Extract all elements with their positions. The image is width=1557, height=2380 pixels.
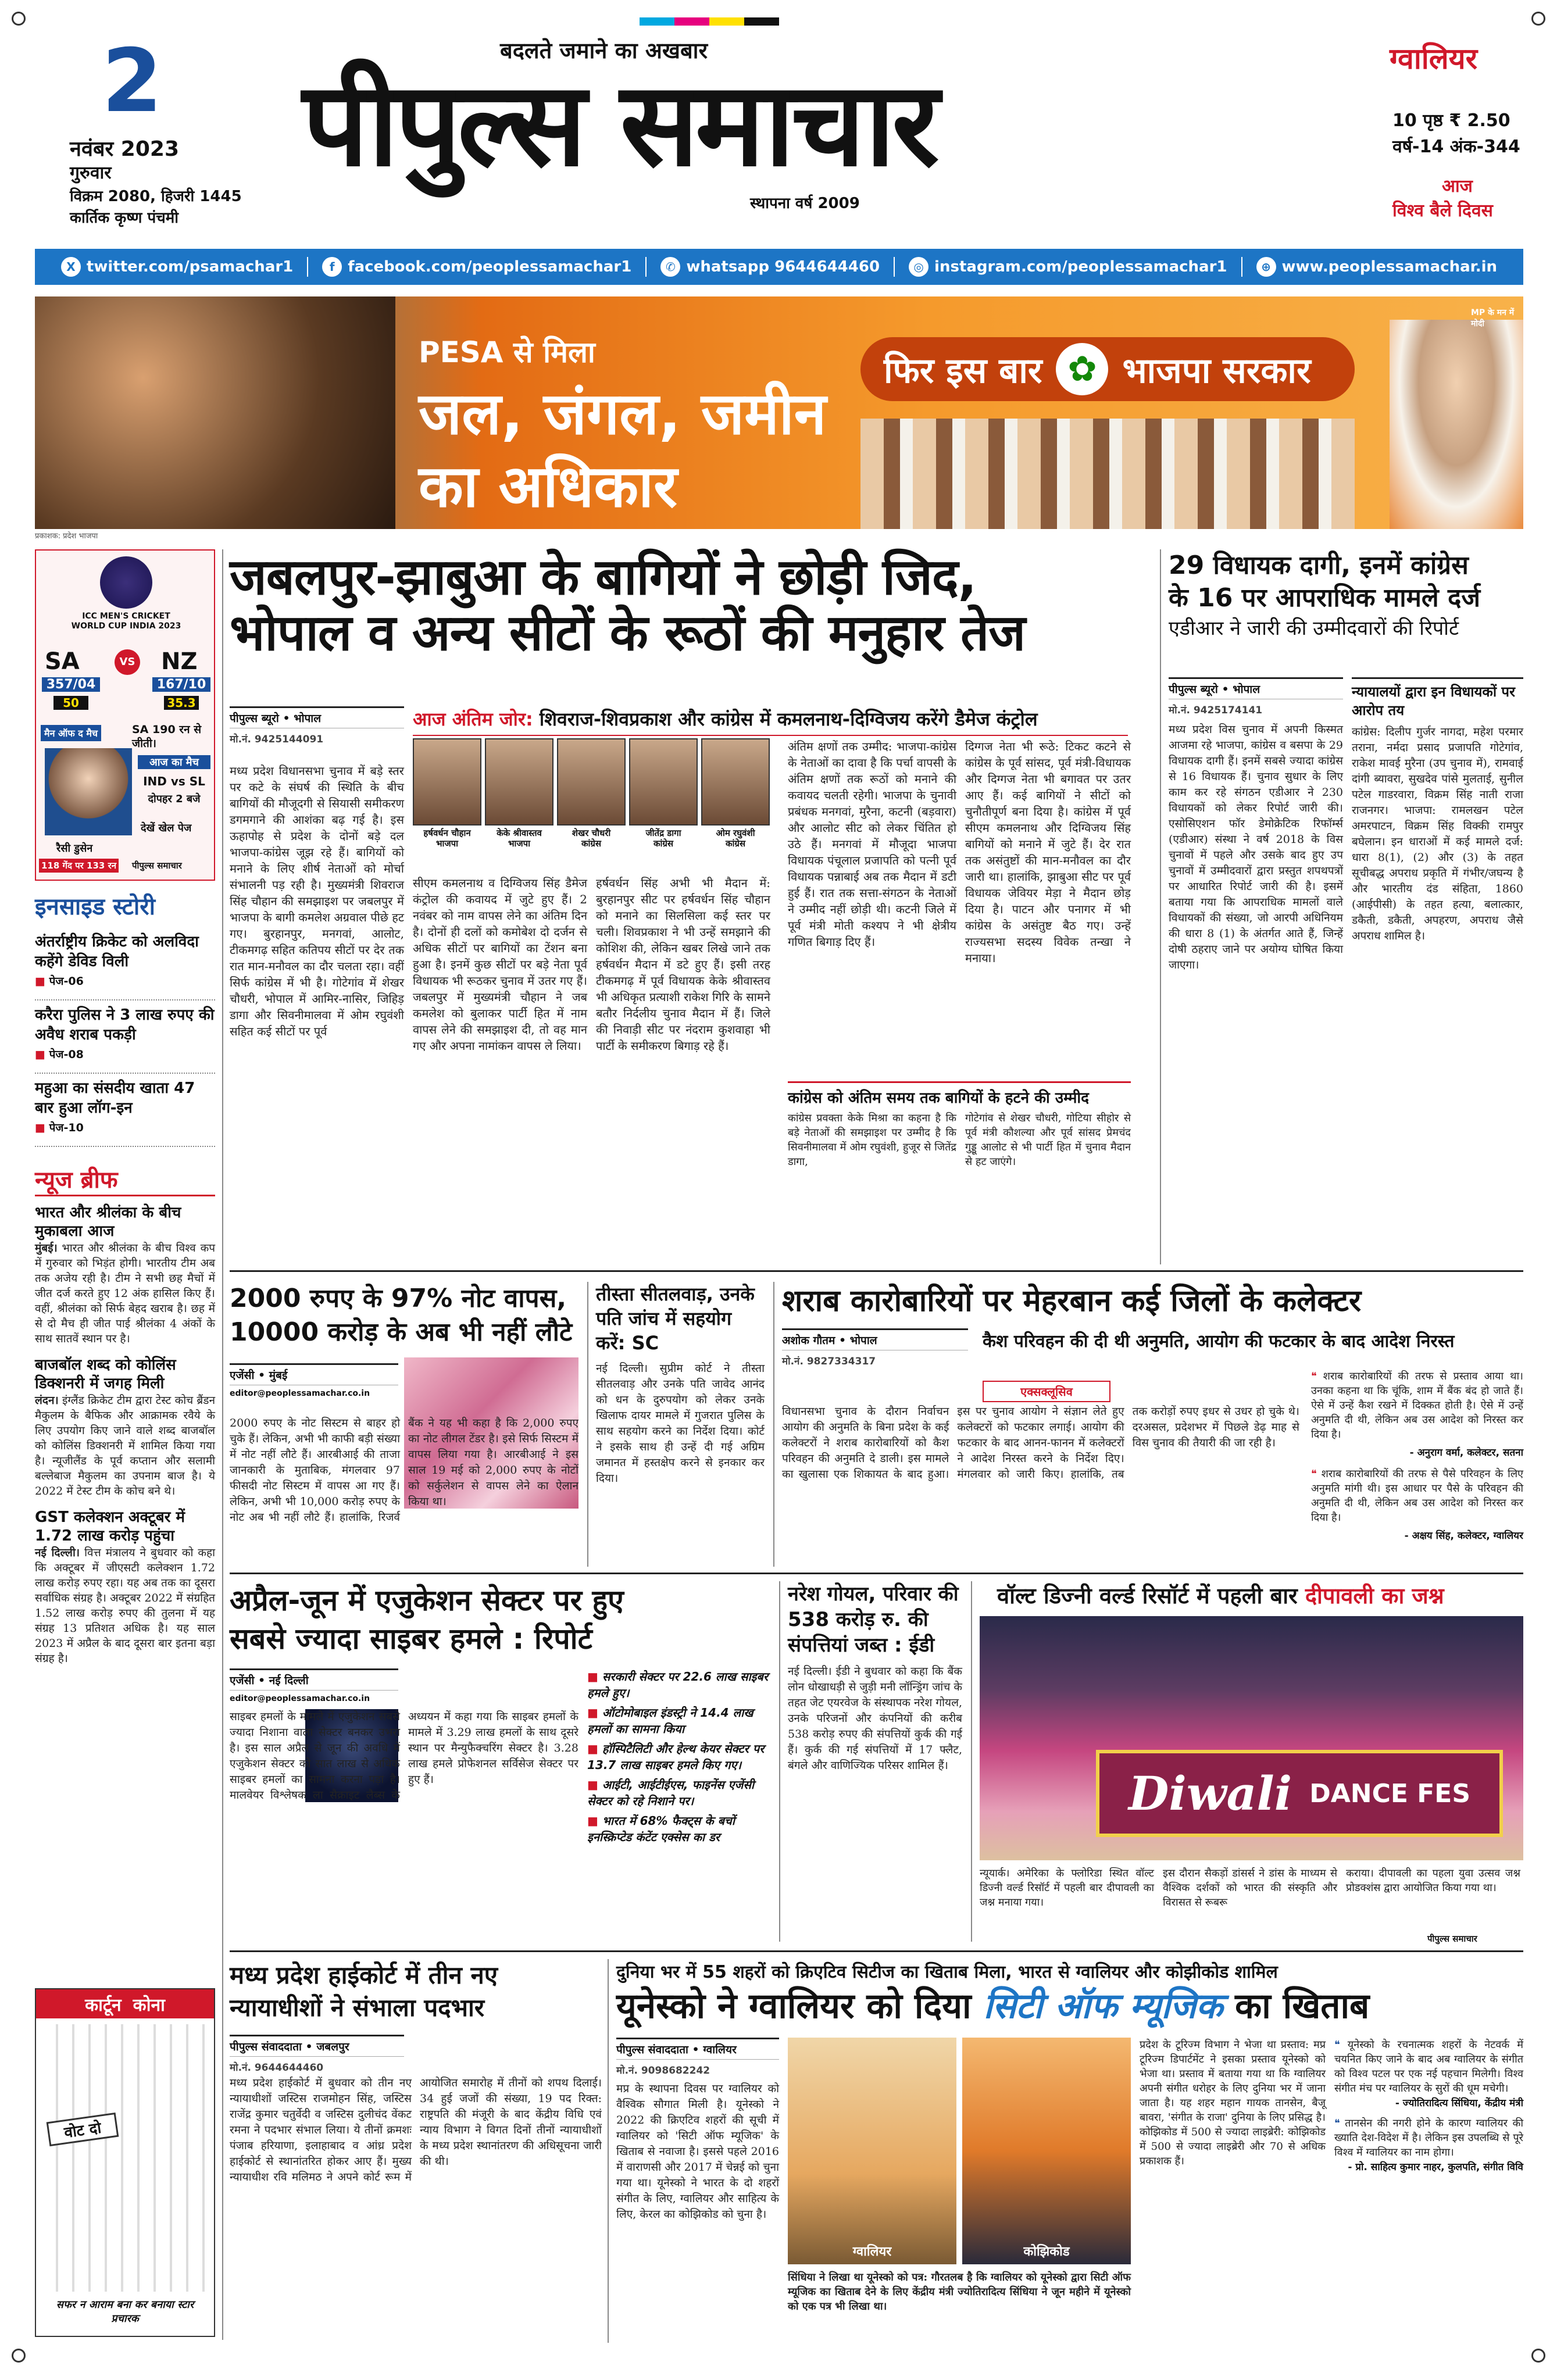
column-rule <box>971 1581 972 1942</box>
pages-price: 10 पृष्ठ ₹ 2.50 <box>1392 110 1510 131</box>
tagline: बदलते जमाने का अखबार <box>500 38 708 63</box>
hc-mobile: मो.नं. 9644644460 <box>230 2062 324 2074</box>
leader-card: जीतेंद्र डागा कांग्रेस <box>629 738 698 849</box>
diwali-caption2: इस दौरान सैकड़ों डांसर्स ने डांस के माध्यम से वैश्विक दर्शकों को भारत की संस्कृति और विरासत से रूबरू <box>1163 1867 1337 1909</box>
today-match: IND vs SL <box>143 774 205 788</box>
tithi: कार्तिक कृष्ण पंचमी <box>70 209 179 227</box>
inside-item[interactable]: महुआ का संसदीय खाता 47 बार हुआ लॉग-इन ■ पेज-10 <box>35 1074 215 1147</box>
twitter-link[interactable]: X twitter.com/psamachar1 <box>47 257 308 277</box>
goyal-headline: नरेश गोयल, परिवार की 538 करोड़ रु. की संपत्तियां जब्त : ईडी <box>788 1582 959 1657</box>
ad-party: भाजपा सरकार <box>1122 351 1311 391</box>
unesco-quote2: ❝ तानसेन की नगरी होने के कारण ग्वालियर की ख्याति देश-विदेश में है। लेकिन इस उपलब्धि से पूरे विश्व में ग्वालियर का नाम होगा। <box>1334 2117 1523 2159</box>
unesco-quote1: ❝ यूनेस्को के रचनात्मक शहरों के नेटवर्क में चयनित किए जाने के बाद अब ग्वालियर के संगीत को विश्व पटल पर एक नई पहचान मिलेगी। विश्व संगीत मंच पर ग्वालियर के सुरों की धूम मचेगी। <box>1334 2039 1523 2095</box>
liquor-body: विधानसभा चुनाव के दौरान निर्वाचन आयोग की अनुमति के बिना प्रदेश के कई कलेक्टरों ने शराब कारोबारियों को कैश परिवहन की अनुमति दे डाली। इस मामले का खुलासा एक शिकायत के बाद हुआ। इस पर चुनाव आयोग ने संज्ञान लेते हुए कलेक्टरों को फटकार लगाई। आयोग की फटकार के बाद आनन-फानन में कलेक्टरों ने आदेश निरस्त करने के निर्देश दिए। मंगलवार को जारी किए। हालांकि, तब तक करोड़ों रुपए इधर से उधर हो चुके थे। दरअसल, प्रदेशभर में पिछले डेढ़ माह से विस चुनाव की तैयारी की जा रही है। <box>782 1405 1299 1481</box>
lead-col5: दिग्गज नेता भी रूठे: टिकट कटने से कांग्रेस के पूर्व सांसद, पूर्व मंत्री-विधायक और दिग्गज नेता भी बगावत पर उतर आए हैं। कई बागियों ने सीटों को चुनौतीपूर्ण बना दिया है। कांग्रेस में पूर्व सीएम कमलनाथ और दिग्विजय सिंह बागियों को मनाने में जुटे हैं। देर रात तक असंतुष्टों की मान-मनौवल का दौर जारी था। हालांकि, झाबुआ सीट पर पूर्व विधायक जेवियर मेड़ा ने मैदान छोड़ दिया है। पाटन और पनागर में भी कांग्रेस के असंतुष्ट बैठ गए। उन्हें राज्यसभा सदस्य विवेक तन्खा ने मनाया। <box>965 739 1131 965</box>
cyber-headline2: सबसे ज्यादा साइबर हमले : रिपोर्ट <box>230 1622 592 1656</box>
exclusive-tag: एक्सक्लूसिव <box>983 1381 1110 1402</box>
leader-photo <box>413 738 481 826</box>
cyber-story <box>230 1581 773 1947</box>
cyber-point: ■ हॉस्पिटैलिटी और हेल्थ केयर सेक्टर पर 13.7 लाख साइबर हमले किए गए। <box>587 1741 773 1773</box>
liquor-quote2-by: - अक्षय सिंह, कलेक्टर, ग्वालियर <box>1404 1530 1523 1542</box>
samvat: विक्रम 2080, हिजरी 1445 <box>70 188 242 205</box>
inside-title: इनसाइड स्टोरी <box>35 894 156 920</box>
ad-slogan: फिर इस बार <box>884 351 1042 391</box>
color-bar <box>640 17 674 26</box>
diwali-headline: वॉल्ट डिज्नी वर्ल्ड रिसॉर्ट में पहली बार दीपावली का जश्न <box>997 1583 1444 1609</box>
registration-mark <box>12 2349 26 2363</box>
today-label: आज <box>1442 176 1473 196</box>
registration-mark <box>12 12 26 26</box>
liquor-mobile: मो.नं. 9827334317 <box>782 1356 876 1367</box>
cyber-point: ■ आईटी, आईटीईएस, फाइनेंस एजेंसी सेक्टर को रहे निशाने पर। <box>587 1777 773 1809</box>
liquor-story <box>782 1282 1523 1567</box>
founded: स्थापना वर्ष 2009 <box>750 195 860 212</box>
cricket-box <box>35 549 215 881</box>
notes-story <box>230 1282 578 1573</box>
gwalior-label: ग्वालियर <box>852 2245 892 2259</box>
leader-photos <box>413 738 785 849</box>
adr-sub: एडीआर ने जारी की उम्मीदवारों की रिपोर्ट <box>1169 617 1459 640</box>
cyber-headline1: अप्रैल-जून में एजुकेशन सेक्टर पर हुए <box>230 1584 624 1617</box>
cricket-event: ICC MEN'S CRICKET WORLD CUP INDIA 2023 <box>71 612 181 631</box>
registration-mark <box>1531 2349 1545 2363</box>
leaders-photo-row <box>860 419 1355 529</box>
lead-headline2: भोपाल व अन्य सीटों के रूठों की मनुहार तेज <box>230 604 1026 663</box>
leader-card: शेखर चौधरी कांग्रेस <box>557 738 626 849</box>
unesco-caption: सिंधिया ने लिखा था यूनेस्को को पत्र: गौरतलब है कि ग्वालियर को यूनेस्को द्वारा सिटी ऑफ म्यूजिक का खिताब देने के लिए केंद्रीय मंत्री ज्योतिरादित्य सिंधिया ने जून महीने में यूनेस्को को एक पत्र भी लिखा था। <box>788 2271 1131 2313</box>
liquor-headline: शराब कारोबारियों पर मेहरबान कई जिलों के कलेक्टर <box>782 1284 1362 1318</box>
congress-box-col2: गोटेगांव से शेखर चौधरी, गोटिया सीहोर से पूर्व मंत्री कौशल्या और पूर्व सांसद प्रेमचंद गुड्डू आलोट से भी पार्टी हित में चुनाव मैदान से हट जाएंगे। <box>965 1112 1131 1168</box>
social-bar <box>35 249 1523 285</box>
cartoon-caption: सफर न आराम बना कर बनाया स्टार प्रचारक <box>56 2299 194 2325</box>
vs-badge: VS <box>115 649 140 675</box>
color-bar <box>709 17 744 26</box>
hc-headline2: न्यायाधीशों ने संभाला पदभार <box>230 1993 485 2022</box>
adr-side-body: कांग्रेस: दिलीप गुर्जर नागदा, महेश परमार तराना, नर्मदा प्रसाद प्रजापति गोटेगांव, राकेश मावई मुरैना (उप चुनाव में), रामवाई दांगी ब्यावरा, सुखदेव पांसे मुलताई, सुनील पटेल गाडरवारा, विक्रम सिंह नाती राजा राजनगर। भाजपा: रामलखन पटेल अमरपाटन, विक्रम सिंह विक्की रामपुर बघेलान। इन धाराओं में कई मामले दर्ज: धारा 8(1), (2) और (3) के तहत सूचीबद्ध अपराध प्रकृति में गंभीर/जघन्य है और भारतीय दंड संहिता, 1860 (आईपीसी) के तहत हत्या, बलात्कार, डकैती, डकैती, अपहरण, अपराध जैसे अपराध शामिल है। <box>1352 726 1523 942</box>
adr-side-title: न्यायालयों द्वारा इन विधायकों पर आरोप तय <box>1352 677 1523 720</box>
hc-story <box>230 1959 602 2343</box>
brief-headline: भारत और श्रीलंका के बीच मुकाबला आज <box>35 1204 181 1240</box>
player-photo <box>45 748 132 835</box>
facebook-link[interactable]: f facebook.com/peoplessamachar1 <box>308 257 647 277</box>
inside-item[interactable]: करैरा पुलिस ने 3 लाख रुपए की अवैध शराब पकड़ी ■ पेज-08 <box>35 1000 215 1074</box>
inside-story <box>35 889 215 1147</box>
notes-headline1: 2000 रुपए के 97% नोट वापस, <box>230 1284 567 1313</box>
unesco-byline: पीपुल्स संवाददाता • ग्वालियर <box>616 2038 779 2060</box>
leader-photo <box>557 738 626 826</box>
facebook-icon: f <box>322 257 342 277</box>
cartoon-drawing <box>42 2024 208 2292</box>
gwalior-photo <box>788 2038 956 2264</box>
brief-body: मुंबई। भारत और श्रीलंका के बीच विश्व कप में गुरुवार को भिड़ंत होगी। भारतीय टीम अब तक अजेय रही है। टीम ने सभी छह मैचों में जीत दर्ज करते हुए 12 अंक हासिल किए हैं। वहीं, श्रीलंका को सिर्फ बेहद खराब है। छह में से दो मैच ही जीत पाई श्रीलंका 4 अंकों के साथ सातवें स्थान पर है। <box>35 1242 215 1345</box>
unesco-col: प्रदेश के टूरिज्म विभाग ने भेजा था प्रस्ताव: मप्र टूरिज्म डिपार्टमेंट ने इसका प्रस्ताव यूनेस्को को भेजा था। प्रस्ताव में बताया गया था कि ग्वालियर अपनी संगीत धरोहर के लिए दुनिया भर में जाना जाता है। यह शहर महान गायक तानसेन, बैजू बावरा, 'संगीत के राजा' दुनिया के लिए प्रसिद्ध है। कोझिकोड में 500 से ज्यादा लाइब्रेरी: कोझिकोड में 500 से ज्यादा लाइब्रेरी और 70 से अधिक प्रकाशक हैं। <box>1140 2039 1326 2167</box>
leader-photo <box>629 738 698 826</box>
leader-photo <box>485 738 553 826</box>
cyber-email: editor@peoplessamachar.co.in <box>230 1694 370 1703</box>
congress-box <box>788 1081 1131 1169</box>
column-rule <box>608 1959 609 2343</box>
score1: 357/04 <box>42 677 100 692</box>
brief-item <box>35 1356 215 1499</box>
adr-headline2: के 16 पर आपराधिक मामले दर्ज <box>1169 583 1481 613</box>
cyber-byline: एजेंसी • नई दिल्ली <box>230 1668 398 1691</box>
date-day: 2 <box>102 31 163 132</box>
unesco-quotes <box>1334 2038 1523 2173</box>
ad-line2: जल, जंगल, जमीन <box>419 380 827 448</box>
section-rule <box>230 1950 1523 1952</box>
brief-item <box>35 1508 215 1666</box>
kozhikode-photo <box>962 2038 1131 2264</box>
liquor-quotes <box>1311 1369 1523 1542</box>
brief-headline: GST कलेक्शन अक्टूबर में 1.72 लाख करोड़ पहुंचा <box>35 1509 185 1545</box>
match-time: दोपहर 2 बजे <box>148 793 201 805</box>
unesco-headline: यूनेस्को ने ग्वालियर को दिया सिटी ऑफ म्यूजिक का खिताब <box>616 1986 1370 2027</box>
web-link[interactable]: ⊕ www.peoplessamachar.in <box>1242 257 1512 277</box>
brief-title: न्यूज ब्रीफ <box>35 1163 215 1196</box>
lead-story <box>230 549 1137 1264</box>
ad-credit: प्रकाशक: प्रदेश भाजपा <box>35 532 98 541</box>
leader-card: ओम रघुवंशी कांग्रेस <box>701 738 770 849</box>
congress-box-col1: कांग्रेस प्रवक्ता केके मिश्रा का कहना है कि बड़े नेताओं की समझाइश पर उम्मीद है कि सिवनीमालवा में ओम रघुवंशी, हुजूर से जितेंद्र डागा, <box>788 1112 956 1168</box>
adr-headline1: 29 विधायक दागी, इनमें कांग्रेस <box>1169 551 1469 580</box>
newspaper-name: पीपुल्स समाचार <box>302 57 936 192</box>
liquor-byline: अशोक गौतम • भोपाल <box>782 1328 968 1350</box>
diwali-photo <box>980 1616 1523 1860</box>
cartoon-title: कार्टून <box>85 1995 122 2016</box>
teesta-headline: तीस्ता सीतलवाड़, उनके पति जांच में सहयोग करें: SC <box>596 1283 755 1354</box>
section-rule <box>230 1573 1523 1574</box>
unesco-mobile: मो.नं. 9098682242 <box>616 2065 710 2077</box>
column-rule <box>1160 549 1161 1264</box>
adr-body: मध्य प्रदेश विस चुनाव में अपनी किस्मत आजमा रहे भाजपा, कांग्रेस व बसपा के 29 विधायक दागी हैं। इनमें सबसे ज्यादा कांग्रेस से 16 विधायक हैं। चुनाव सुधार के लिए काम कर रहे संगठन एडीआर ने 230 विधायकों को लेकर रिपोर्ट जारी की। एसोसिएशन फॉर डेमोक्रेटिक रिफॉर्म्स (एडीआर) संस्था ने वर्ष 2018 के विस चुनावों में पहले और उसके बाद हुए उप चुनावों में उम्मीदवारों द्वारा प्रस्तुत शपथपत्रों पर आधारित रिपोर्ट जारी की है। इसमें बताया गया कि आपराधिक मामलों वाले विधायकों की संख्या, जो आरपी अधिनियम की धारा 8 (1) के अंतर्गत आते हैं, जिन्हें दोषी ठहराए जाने पर अयोग्य घोषित किया जाएगा। <box>1169 723 1343 971</box>
cyber-point: ■ भारत में 68% फैक्ट्स के बचों इनस्क्रिप्टेड कंटेंट एक्सेस का डर <box>587 1813 773 1845</box>
lead-col1: मध्य प्रदेश विधानसभा चुनाव में बड़े स्तर पर कटे के संघर्ष की स्थिति के बीच बागियों की मौजूदगी से सियासी समीकरण डगमगाने की आशंका बढ़ गई है। इस ऊहापोह से प्रदेश के दोनों बड़े दल भाजपा-कांग्रेस जूझ रहे हैं। बागियों को मनाने के लिए शीर्ष नेताओं को मोर्चा संभालनी पड़ रही है। मुख्यमंत्री शिवराज सिंह चौहान की समझाइश पर जबलपुर में भाजपा के बागी कमलेश अग्रवाल पीछे हट गए। बुरहानपुर, मनगवां, आलोट, टीकमगढ़ सहित कतिपय सीटों पर देर तक रात मान-मनौवल का दौर चलता रहा। वहीं सिर्फ कांग्रेस में भी है। गोटेगांव में शेखर चौधरी, भोपाल में आमिर-नासिर, जिहिड़ डागा और सिवनीमालवा में ओम रघुवंशी सहित कई सीटों पर पूर्व <box>230 764 404 1038</box>
news-brief <box>35 1163 215 1666</box>
player-stat: 118 गेंद पर 133 रन <box>39 859 119 873</box>
hc-byline: पीपुल्स संवाददाता • जबलपुर <box>230 2035 404 2057</box>
team1: SA <box>45 648 80 675</box>
unesco-kicker: दुनिया भर में 55 शहरों को क्रिएटिव सिटीज का खिताब मिला, भारत से ग्वालियर और कोझीकोड शामिल <box>616 1962 1278 1982</box>
cyber-point: ■ सरकारी सेक्टर पर 22.6 लाख साइबर हमले हुए। <box>587 1668 773 1701</box>
ad-slogan-box <box>860 337 1355 401</box>
column-rule <box>773 1282 774 1567</box>
color-bar <box>744 17 779 26</box>
adr-mobile: मो.नं. 9425174141 <box>1169 705 1263 716</box>
adr-story <box>1169 549 1523 1264</box>
mom-label: मैन ऑफ द मैच <box>41 725 101 741</box>
brief-item <box>35 1203 215 1346</box>
today-match-label: आज का मैच <box>138 755 210 769</box>
diwali-banner: Diwali DANCE FES <box>1096 1750 1503 1837</box>
tribal-women-photo <box>35 296 395 529</box>
section-rule <box>230 1270 1523 1272</box>
teesta-body: नई दिल्ली। सुप्रीम कोर्ट ने तीस्ता सीतलवाड़ और उनके पति जावेद आनंद को धन के दुरुपयोग को लेकर उनके खिलाफ दायर मामले में गुजरात पुलिस के साथ सहयोग करने का निर्देश दिया। कोर्ट ने इसके साथ ही उन्हें दी गई अग्रिम जमानत में हस्तक्षेप करने से इनकार कर दिया। <box>596 1362 765 1485</box>
whatsapp-icon: ✆ <box>660 257 680 277</box>
pm-photo <box>1390 320 1523 529</box>
cricket-source: पीपुल्स समाचार <box>132 860 182 871</box>
team2: NZ <box>161 648 198 675</box>
lead-subhead: आज अंतिम जोर: शिवराज-शिवप्रकाश और कांग्रेस में कमलनाथ-दिग्विजय करेंगे डैमेज कंट्रोल <box>413 706 1128 736</box>
worldcup-logo <box>100 556 152 609</box>
notes-body: 2000 रुपए के नोट सिस्टम से बाहर हो चुके हैं। लेकिन, अभी भी काफी बड़ी संख्या में नोट नहीं लौटे हैं। आरबीआई की ताजा जानकारी के मुताबिक, मंगलवार 97 फीसदी नोट सिस्टम में वापस आ गए हैं। लेकिन, अभी भी 10,000 करोड़ रुपए के नोट अब भी नहीं लौटे हैं। हालांकि, रिजर्व बैंक ने यह भी कहा है कि 2,000 रुपए का नोट लीगल टेंडर है। इसे सिर्फ सिस्टम में वापस लिया गया है। आरबीआई ने इस साल 19 मई को 2,000 रुपए के नोटों को सर्कुलेशन से वापस लेने का ऐलान किया था। <box>230 1417 578 1524</box>
instagram-icon: ◎ <box>909 257 929 277</box>
goyal-body: नई दिल्ली। ईडी ने बुधवार को कहा कि बैंक लोन धोखाधड़ी से जुड़ी मनी लॉन्ड्रिंग जांच के तहत जेट एयरवेज के संस्थापक नरेश गोयल, उनके परिजनों और कंपनियों की करीब 538 करोड़ रुपए की संपत्तियों कुर्क की गई हैं। कुर्क की गई संपत्तियों में 17 फ्लैट, बंगले और वाणिज्यिक परिसर शामिल हैं। <box>788 1665 962 1772</box>
column-rule <box>779 1581 780 1942</box>
diwali-caption1: न्यूयार्क। अमेरिका के फ्लोरिडा स्थित वॉल्ट डिज्नी वर्ल्ड रिसॉर्ट में पहली बार दीपावली का जश्न मनाया गया। <box>980 1867 1154 1909</box>
whatsapp-link[interactable]: ✆ whatsapp 9644644460 <box>647 257 895 277</box>
lead-byline: पीपुल्स ब्यूरो • भोपाल मो.नं. 9425144091 मध्य प्रदेश विधानसभा चुनाव में बड़े स्तर पर कटे के संघर्ष की स्थिति के बीच बागियों की मौजूदगी से सियासी समीकरण डगमगाने की आशंका बढ़ गई है। इस ऊहापोह से प्रदेश के दोनों बड़े दल भाजपा-कांग्रेस जूझ रहे हैं। बागियों को मनाने के लिए शीर्ष नेताओं को मोर्चा संभालनी पड़ रही है। मुख्यमंत्री शिवराज सिंह चौहान की समझाइश पर जबलपुर में भाजपा के बागी कमलेश अग्रवाल पीछे हट गए। बुरहानपुर, मनगवां, आलोट, टीकमगढ़ सहित कतिपय सीटों पर देर तक रात मान-मनौवल का दौर चलता रहा। वहीं सिर्फ कांग्रेस में भी है। गोटेगांव में शेखर चौधरी, भोपाल में आमिर-नासिर, जिहिड़ डागा और सिवनीमालवा में ओम रघुवंशी सहित कई सीटों पर पूर्व <box>230 706 404 1039</box>
color-bar <box>674 17 709 26</box>
cartoon-sign: वोट दो <box>47 2113 119 2146</box>
unesco-quote1-by: - ज्योतिरादित्य सिंधिया, केंद्रीय मंत्री <box>1395 2097 1523 2109</box>
player-name: रैसी डुसेन <box>56 842 93 855</box>
brief-body: लंदन। इंग्लैंड क्रिकेट टीम द्वारा टेस्ट कोच ब्रैंडन मैकुलम के बैफिक और आक्रामक रवैये के लिए उपयोग किए जाने वाले शब्द बाजबॉल को कोलिंस डिक्शनरी में शामिल किया गया है। न्यूजीलैंड के पूर्व कप्तान और सलामी बल्लेबाज मैकुलम का उपनाम बाज है। ये 2022 में टेस्ट टीम के कोच बने थे। <box>35 1394 215 1498</box>
ad-line1: PESA से मिला <box>419 335 595 369</box>
cartoon-title2: कोना <box>133 1995 165 2016</box>
column-rule <box>587 1282 588 1567</box>
notes-headline2: 10000 करोड़ के अब भी नहीं लौटे <box>230 1317 573 1347</box>
cyber-point: ■ ऑटोमोबाइल इंडस्ट्री ने 14.4 लाख हमलों का सामना किया <box>587 1704 773 1737</box>
cartoon-title-bar <box>36 1989 214 2018</box>
notes-email: editor@peoplessamachar.co.in <box>230 1389 370 1398</box>
goyal-story <box>788 1581 962 1774</box>
leader-card: केके श्रीवास्तव भाजपा <box>485 738 553 849</box>
liquor-quote1: ❝ शराब कारोबारियों की तरफ से प्रस्ताव आया था। उनका कहना था कि चूंकि, शाम में बैंक बंद हो जाते हैं। ऐसे में उन्हें कैश रखने में दिक्कत होती है। ऐसे में उन्हें अनुमति दी थी, लेकिन अब उस आदेश को निरस्त कर दिया है। <box>1311 1370 1523 1441</box>
adr-byline: पीपुल्स ब्यूरो • भोपाल <box>1169 677 1343 699</box>
weekday: गुरुवार <box>70 163 112 183</box>
notes-byline: एजेंसी • मुंबई <box>230 1363 398 1385</box>
column-rule <box>222 549 223 2340</box>
masthead <box>35 29 1523 262</box>
hc-body: मध्य प्रदेश हाईकोर्ट में बुधवार को तीन नए न्यायाधीशों जस्टिस राजमोहन सिंह, जस्टिस राजेंद्र कुमार चतुर्वेदी व जस्टिस दुलीचंद वेंकट रमना ने पदभार संभाल लिया। ये तीनों क्रमशः पंजाब हरियाणा, इलाहाबाद व आंध्र प्रदेश हाईकोर्ट से स्थानांतरित होकर आए हैं। मुख्य न्यायाधीश रवि मलिमठ ने अपने कोर्ट रूम में आयोजित समारोह में तीनों को शपथ दिलाई। 34 हुई जजों की संख्या, 19 पद रिक्त: राष्ट्रपति की मंजूरी के बाद केंद्रीय विधि एवं न्याय विभाग ने विगत दिनों तीनों न्यायाधीशों के मध्य प्रदेश स्थानांतरण की अधिसूचना जारी की थी। <box>230 2077 602 2184</box>
leader-card: हर्षवर्धन चौहान भाजपा <box>413 738 481 849</box>
brief-headline: बाजबॉल शब्द को कोलिंस डिक्शनरी में जगह मिली <box>35 1356 176 1392</box>
match-result: SA 190 रन से जीती। <box>132 723 202 750</box>
congress-box-title: कांग्रेस को अंतिम समय तक बागियों के हटने की उम्मीद <box>788 1089 1089 1107</box>
see-page: देखें खेल पेज <box>141 822 192 834</box>
lead-col2: सीएम कमलनाथ व दिग्विजय सिंह डैमेज कंट्रोल की कवायद में जुटे हुए हैं। 2 नवंबर को नाम वापस लेने का अंतिम दिन है। दोनों ही दलों को कमोबेश दो दर्जन से अधिक सीटों पर बागियों का टेंशन बना हुआ है। इनमें कुछ सीटों पर बड़े नेता पूर्व विधायक भी रूठकर चुनाव में उतर गए हैं। जबलपुर में मुख्यमंत्री चौहान ने जब कमलेश को बुलाकर पार्टी हित में नाम वापस लेने की समझाइश दी, तो वह मान गए और अपना नामांकन वापस ले लिया। <box>413 876 587 1053</box>
liquor-sub: कैश परिवहन की दी थी अनुमति, आयोग की फटकार के बाद आदेश निरस्त <box>983 1331 1455 1352</box>
globe-icon: ⊕ <box>1256 257 1276 277</box>
ad-line3: का अधिकार <box>419 452 677 520</box>
cyber-body: साइबर हमलों के मामले में एजुकेशन सबसे ज्यादा निशाना वाला सेक्टर बनकर उभरा है। इस साल अप्रैल से जून की अवधि में एजुकेशन सेक्टर को सात लाख से अधिक साइबर हमलों का सामना करना पड़ा है। मालवेयर विश्लेषक ला सैक्राइट लैब्स के अध्ययन में कहा गया कि साइबर हमलों के मामले में 3.29 लाख हमलों के साथ दूसरे स्थान पर मैन्युफैक्चरिंग सेक्टर है। 3.28 लाख हमले प्रोफेशनल सर्विसेज सेक्टर पर हुए हैं। <box>230 1710 578 1802</box>
diwali-credit: पीपुल्स समाचार <box>1427 1934 1477 1944</box>
unesco-quote2-by: - प्रो. साहित्य कुमार नाहर, कुलपति, संगीत विवि <box>1348 2161 1523 2173</box>
date-month: नवंबर 2023 <box>70 137 180 161</box>
overs1: 50 <box>53 696 88 710</box>
liquor-quote1-by: - अनुराग वर्मा, कलेक्टर, सतना <box>1409 1447 1523 1459</box>
inside-item[interactable]: अंतर्राष्ट्रीय क्रिकेट को अलविदा कहेंगे डेविड विली ■ पेज-06 <box>35 927 215 1000</box>
liquor-quote2: ❝ शराब कारोबारियों की तरफ से पैसे परिवहन के लिए अनुमति मांगी थी। इस आधार पर पैसे के परिवहन की अनुमति दी थी, लेकिन अब उस आदेश को निरस्त कर दिया है। <box>1311 1468 1523 1524</box>
teesta-story <box>596 1282 765 1486</box>
ad-mp-tag: MP के मन में मोदी <box>1471 308 1515 328</box>
lead-col3: हर्षवर्धन सिंह अभी भी मैदान में: बुरहानपुर सीट पर हर्षवर्धन सिंह चौहान को मनाने का सिलसिला कई स्तर पर चली। शिवप्रकाश ने भी उन्हें समझाने की कोशिश की, लेकिन खबर लिखे जाने तक हर्षवर्धन मैदान में डटे हुए हैं। इसी तरह टीकमगढ़ में पूर्व विधायक केके श्रीवास्तव भी अधिकृत प्रत्याशी राकेश गिरि के सामने बतौर निर्दलीय चुनाव मैदान में हैं। जिले की निवाड़ी सीट पर नंदराम कुशवाहा भी पार्टी के समीकरण बिगाड़ रहे हैं। <box>596 876 770 1053</box>
volume: वर्ष-14 अंक-344 <box>1392 137 1520 157</box>
score2: 167/10 <box>152 677 210 692</box>
diwali-caption3: कराया। दीपावली का पहला युवा उत्सव जश्न प्रोडक्शंस द्वारा आयोजित किया गया था। <box>1346 1867 1520 1894</box>
lead-headline1: जबलपुर-झाबुआ के बागियों ने छोड़ी जिद, <box>230 548 977 606</box>
unesco-story <box>616 1959 1523 2343</box>
brief-body: नई दिल्ली। वित्त मंत्रालय ने बुधवार को कहा कि अक्टूबर में जीएसटी कलेक्शन 1.72 लाख करोड़ रुपए रहा। यह अब तक का दूसरा सर्वाधिक संग्रह है। अक्टूबर 2022 में संग्रहित 1.52 लाख करोड़ रुपए की तुलना में यह संग्रह 13 प्रतिशत अधिक है। यह साल 2023 में अप्रैल के बाद दूसरा बार इतना बड़ा संग्रह है। <box>35 1546 216 1665</box>
bjp-advertisement[interactable] <box>35 296 1523 529</box>
x-icon: X <box>61 257 81 277</box>
instagram-link[interactable]: ◎ instagram.com/peoplessamachar1 <box>895 257 1242 277</box>
today-day: विश्व बैले दिवस <box>1392 201 1493 221</box>
diwali-story <box>980 1581 1523 1947</box>
unesco-body: मप्र के स्थापना दिवस पर ग्वालियर को वैश्विक सौगात मिली है। यूनेस्को ने 2022 की क्रिएटिव शहरों की सूची में ग्वालियर को 'सिटी ऑफ म्यूजिक' के खिताब से नवाजा है। इससे पहले 2016 में वाराणसी और 2017 में चेन्नई को चुना गया था। यूनेस्को ने भारत के दो शहरों संगीत के लिए, ग्वालियर और साहित्य के लिए, केरल का कोझिकोड को चुना है। <box>616 2082 779 2221</box>
city: ग्वालियर <box>1390 42 1478 76</box>
kozhikode-label: कोझिकोड <box>1023 2245 1070 2259</box>
hc-headline1: मध्य प्रदेश हाईकोर्ट में तीन नए <box>230 1961 498 1989</box>
lead-col4: अंतिम क्षणों तक उम्मीद: भाजपा-कांग्रेस के नेताओं का दावा है कि पर्चा वापसी के अंतिम क्षणों तक रूठों को मनाने की कवायद चलती रहेगी। भाजपा के चुनावी प्रबंधक मनगवां, मुरैना, कटनी (बड़वारा) और आलोट सीट को लेकर चिंतित हो उठे हैं। मनगवां में मौजूदा भाजपा विधायक पंचूलाल प्रजापति को पत्नी पूर्व विधायक पन्नाबाई अब तक मैदान में डटी हुई हैं। रात तक सत्ता-संगठन के नेताओं ने उम्मीद नहीं छोड़ी थी। कटनी जिले में पूर्व मंत्री मोती कश्यप ने भी क्षेत्रीय गणित बिगाड़ दिए हैं। <box>788 739 956 949</box>
overs2: 35.3 <box>164 696 199 710</box>
leader-photo <box>701 738 770 826</box>
lotus-icon: ✿ <box>1056 343 1108 395</box>
cyber-points <box>587 1668 773 1849</box>
cartoon-box <box>35 1988 215 2337</box>
registration-mark <box>1531 12 1545 26</box>
